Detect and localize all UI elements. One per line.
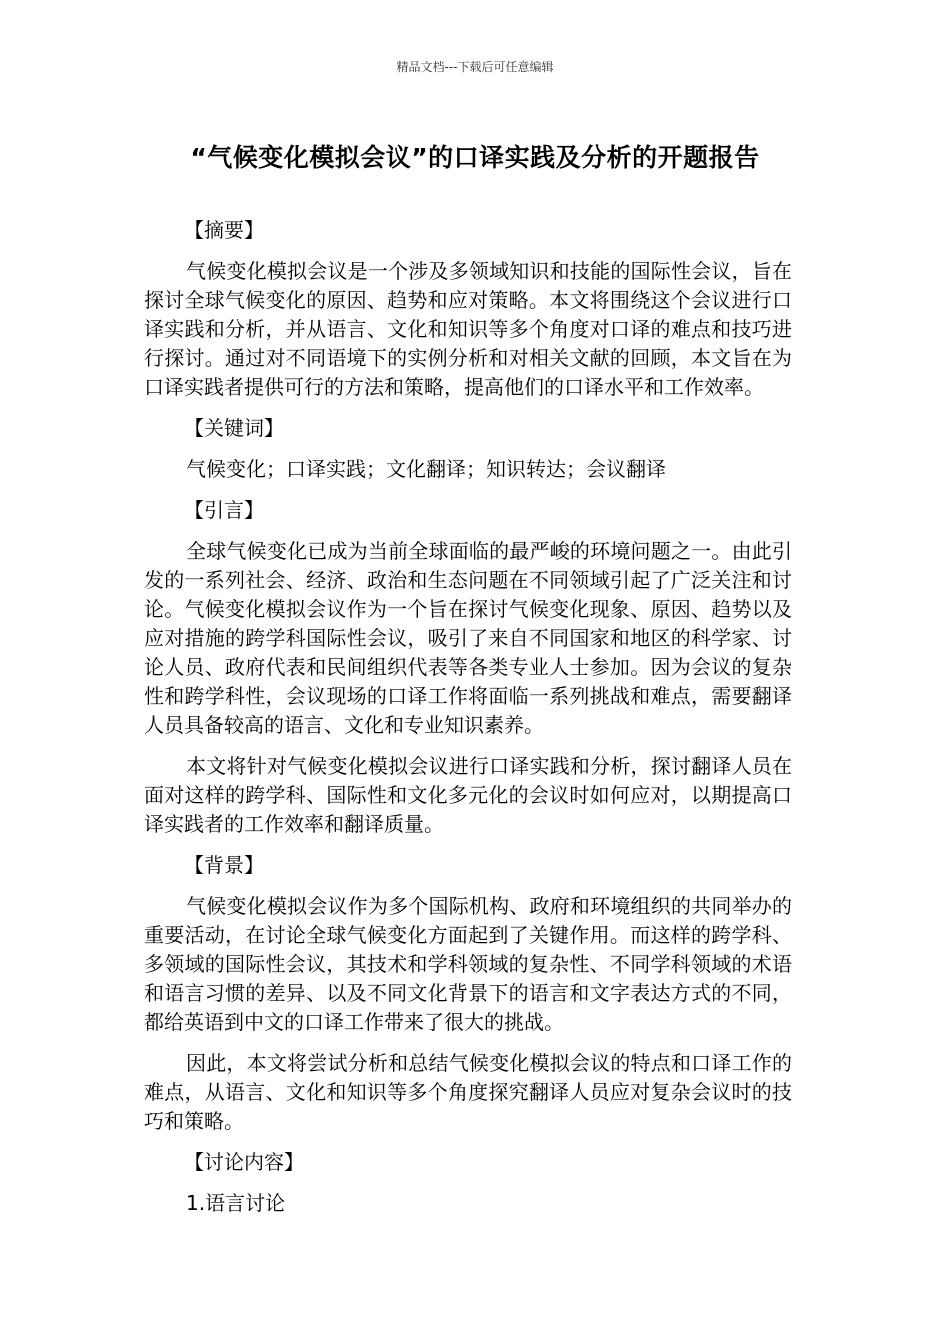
background-heading: 【背景】 <box>184 853 264 877</box>
abstract-paragraph: 气候变化模拟会议是一个涉及多领域知识和技能的国际性会议，旨在探讨全球气候变化的原因、趋势和应对策略。本文将围绕这个会议进行口译实践和分析，并从语言、文化和知识等多个角度对口译的难点和技巧进行探讨。通过对不同语境下的实例分析和对相关文献的回顾，本文旨在为口译实践者提供可行的方法和策略，提高他们的口译水平和工作效率。 <box>144 259 792 399</box>
intro-paragraph-2: 本文将针对气候变化模拟会议进行口译实践和分析，探讨翻译人员在面对这样的跨学科、国际性和文化多元化的会议时如何应对，以期提高口译实践者的工作效率和翻译质量。 <box>144 754 792 836</box>
background-paragraph-1: 气候变化模拟会议作为多个国际机构、政府和环境组织的共同举办的重要活动，在讨论全球气候变化方面起到了关键作用。而这样的跨学科、多领域的国际性会议，其技术和学科领域的复杂性、不同学科领域的术语和语言习惯的差异、以及不同文化背景下的语言和文字表达方式的不同，都给英语到中文的口译工作带来了很大的挑战。 <box>144 894 792 1034</box>
document-body <box>144 216 792 1230</box>
document-title: “气候变化模拟会议”的口译实践及分析的开题报告 <box>190 143 760 172</box>
discussion-item-language: 1.语言讨论 <box>186 1191 286 1215</box>
discussion-heading: 【讨论内容】 <box>184 1150 304 1174</box>
header-note: 精品文档---下载后可任意编辑 <box>396 60 554 74</box>
abstract-heading: 【摘要】 <box>184 218 264 242</box>
keywords-heading: 【关键词】 <box>184 416 284 440</box>
intro-heading: 【引言】 <box>184 498 264 522</box>
keywords-text: 气候变化；口译实践；文化翻译；知识转达；会议翻译 <box>186 457 666 481</box>
intro-paragraph-1: 全球气候变化已成为当前全球面临的最严峻的环境问题之一。由此引发的一系列社会、经济、政治和生态问题在不同领域引起了广泛关注和讨论。气候变化模拟会议作为一个旨在探讨气候变化现象、原因、趋势以及应对措施的跨学科国际性会议，吸引了来自不同国家和地区的科学家、讨论人员、政府代表和民间组织代表等各类专业人士参加。因为会议的复杂性和跨学科性，会议现场的口译工作将面临一系列挑战和难点，需要翻译人员具备较高的语言、文化和专业知识素养。 <box>144 539 792 737</box>
background-paragraph-2: 因此，本文将尝试分析和总结气候变化模拟会议的特点和口译工作的难点，从语言、文化和知识等多个角度探究翻译人员应对复杂会议时的技巧和策略。 <box>144 1051 792 1133</box>
